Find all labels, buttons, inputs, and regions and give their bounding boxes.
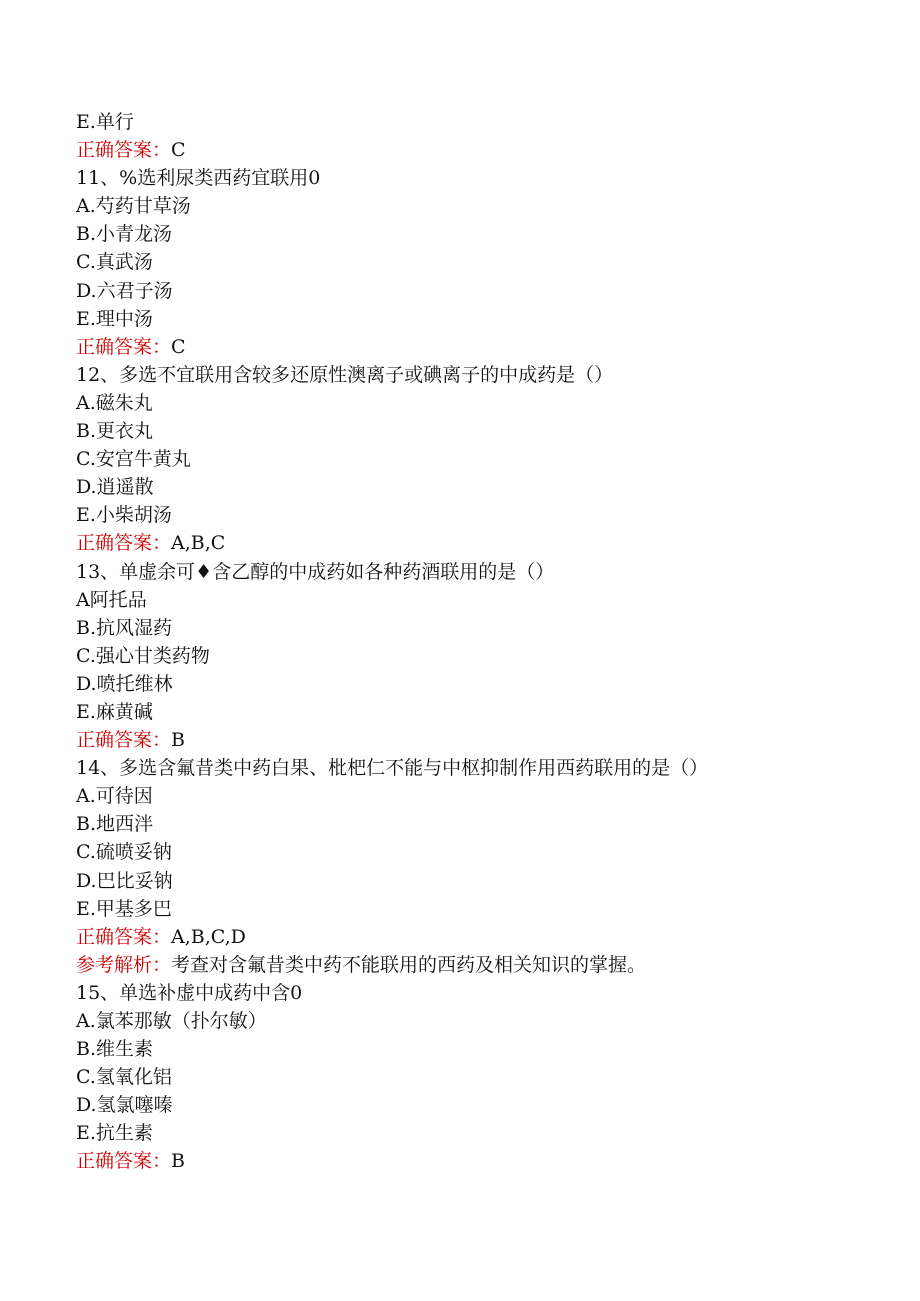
option-text: E.抗生素 <box>76 1122 153 1145</box>
option-text: C.氢氧化铝 <box>76 1066 172 1089</box>
question-text: 15、单选补虚中成药中含0 <box>76 981 303 1004</box>
answer-value: C <box>171 139 186 162</box>
option-text: C.硫喷妥钠 <box>76 841 172 864</box>
answer-line <box>76 923 896 951</box>
option-text: C.真武汤 <box>76 251 153 274</box>
option-text: C.安宫牛黄丸 <box>76 448 191 471</box>
document-page <box>76 108 896 1176</box>
option-text: E.麻黄碱 <box>76 700 153 723</box>
option-text: A.芍药甘草汤 <box>76 195 191 218</box>
answer-label: 正确答案： <box>76 925 172 948</box>
option-text: B.小青龙汤 <box>76 223 173 246</box>
option-text: B.维生素 <box>76 1038 154 1061</box>
answer-label: 正确答案： <box>76 335 172 358</box>
option-text: A.磁朱丸 <box>76 391 153 414</box>
analysis-label: 参考解析： <box>76 953 172 976</box>
option-text: E.甲基多巴 <box>76 897 172 920</box>
option-text: D.喷托维林 <box>76 672 173 695</box>
question-text: 14、多选含氟昔类中药白果、枇杷仁不能与中枢抑制作用西药联用的是（） <box>76 757 709 780</box>
analysis-value: 考查对含氟昔类中药不能联用的西药及相关知识的掌握。 <box>171 953 647 976</box>
option-text: B.抗风湿药 <box>76 616 173 639</box>
option-text: D.氢氯噻嗪 <box>76 1094 173 1117</box>
answer-line <box>76 726 896 754</box>
answer-line <box>76 1147 896 1175</box>
answer-line <box>76 136 896 164</box>
option-text: D.巴比妥钠 <box>76 869 173 892</box>
option-text: B.更衣丸 <box>76 420 154 443</box>
option-text: B.地西泮 <box>76 813 154 836</box>
question-text: 12、多选不宜联用含较多还原性澳离子或碘离子的中成药是（） <box>76 363 614 386</box>
answer-label: 正确答案： <box>76 729 172 752</box>
option-text: E.理中汤 <box>76 307 153 330</box>
option-text: E.单行 <box>76 111 134 133</box>
question-text: 11、%选利尿类西药宜联用0 <box>76 167 321 190</box>
answer-line <box>76 529 896 557</box>
option-text: A.氯苯那敏（扑尔敏） <box>76 1010 267 1032</box>
answer-value: A,B,C,D <box>171 925 246 948</box>
option-text: D.逍遥散 <box>76 476 154 499</box>
answer-label: 正确答案： <box>76 139 172 162</box>
option-text: C.强心甘类药物 <box>76 644 210 667</box>
answer-value: C <box>171 335 186 358</box>
answer-value: B <box>171 729 185 752</box>
analysis-line <box>76 951 896 979</box>
answer-line <box>76 333 896 361</box>
answer-value: B <box>171 1150 185 1173</box>
option-text: E.小柴胡汤 <box>76 504 172 527</box>
answer-value: A,B,C <box>171 532 226 555</box>
answer-label: 正确答案： <box>76 532 172 555</box>
option-text: A.可待因 <box>76 785 153 808</box>
option-text: D.六君子汤 <box>76 279 173 302</box>
option-text: A阿托品 <box>76 588 147 611</box>
question-text: 13、单虚余可♦含乙醇的中成药如各种药酒联用的是（） <box>76 560 555 583</box>
answer-label: 正确答案： <box>76 1150 172 1173</box>
